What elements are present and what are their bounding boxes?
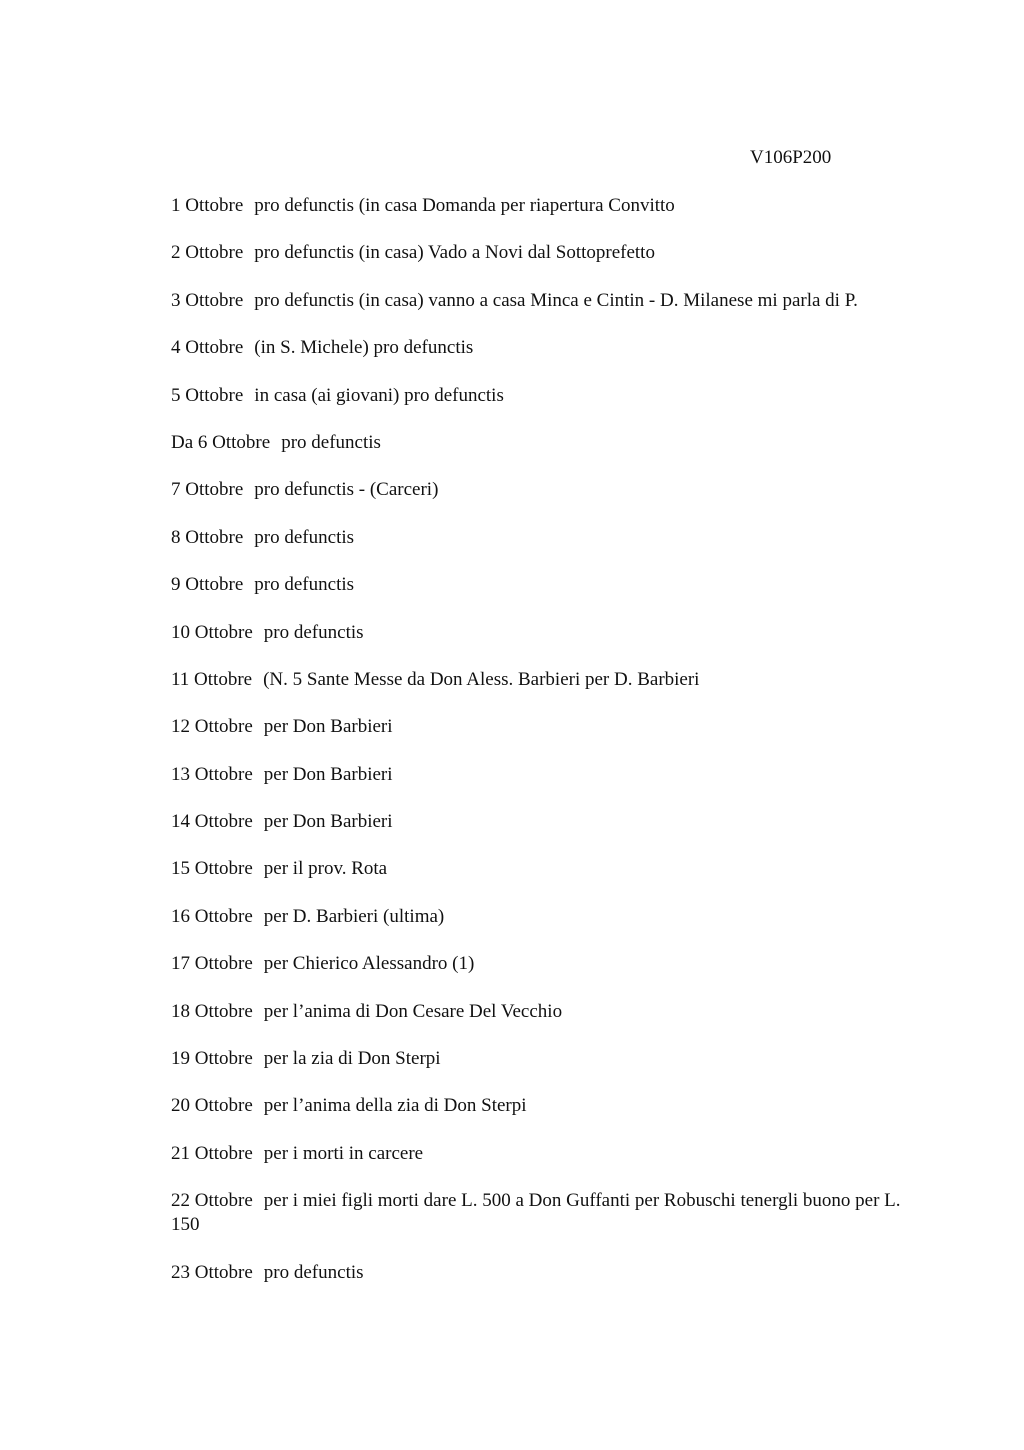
entry-text: pro defunctis - (Carceri) — [254, 479, 439, 501]
diary-entry — [171, 526, 931, 550]
entry-text: pro defunctis — [263, 621, 364, 643]
diary-entry — [171, 241, 931, 265]
entry-date: 21 Ottobre — [171, 1142, 253, 1164]
entry-date: 9 Ottobre — [171, 574, 244, 596]
entry-date: 12 Ottobre — [171, 716, 253, 738]
diary-entry — [171, 763, 931, 787]
diary-entry — [171, 1000, 931, 1024]
entry-text: per l’anima della zia di Don Sterpi — [263, 1095, 527, 1117]
diary-entry — [171, 1261, 931, 1285]
entry-date: 20 Ottobre — [171, 1095, 253, 1117]
entry-text: per Don Barbieri — [263, 811, 393, 833]
entry-date: 2 Ottobre — [171, 242, 244, 264]
entry-text: pro defunctis (in casa Domanda per riapertura Convitto — [254, 195, 675, 216]
entry-date: 19 Ottobre — [171, 1048, 253, 1070]
entry-date: 11 Ottobre — [171, 668, 253, 690]
entry-date: 10 Ottobre — [171, 621, 253, 643]
entry-date: 3 Ottobre — [171, 289, 244, 311]
entry-list — [171, 194, 931, 1308]
entry-text: pro defunctis — [254, 574, 355, 596]
entry-date: 13 Ottobre — [171, 763, 253, 785]
entry-text: (N. 5 Sante Messe da Don Aless. Barbieri per D. Barbieri — [263, 668, 700, 690]
diary-entry — [171, 905, 931, 929]
diary-entry — [171, 194, 931, 218]
entry-date: Da 6 Ottobre — [171, 431, 271, 453]
entry-date: 5 Ottobre — [171, 384, 244, 406]
diary-entry — [171, 1094, 931, 1118]
entry-text: per la zia di Don Sterpi — [263, 1048, 441, 1070]
entry-date: 22 Ottobre — [171, 1190, 253, 1212]
diary-entry — [171, 1047, 931, 1071]
entry-text: per il prov. Rota — [263, 858, 388, 880]
entry-date: 1 Ottobre — [171, 195, 244, 216]
entry-text: in casa (ai giovani) pro defunctis — [254, 384, 504, 406]
entry-text: (in S. Michele) pro defunctis — [254, 337, 474, 359]
entry-text: pro defunctis (in casa) vanno a casa Minca e Cintin - D. Milanese mi parla di P. — [254, 289, 858, 311]
entry-date: 14 Ottobre — [171, 811, 253, 833]
entry-date: 16 Ottobre — [171, 905, 253, 927]
entry-text: pro defunctis — [281, 431, 381, 453]
diary-entry — [171, 573, 931, 597]
entry-text: per l’anima di Don Cesare Del Vecchio — [263, 1000, 563, 1022]
diary-entry — [171, 810, 931, 834]
entry-text: pro defunctis — [263, 1261, 364, 1283]
entry-date: 23 Ottobre — [171, 1261, 253, 1283]
diary-entry — [171, 384, 931, 408]
entry-date: 7 Ottobre — [171, 479, 244, 501]
diary-entry — [171, 289, 931, 313]
entry-text: pro defunctis (in casa) Vado a Novi dal Sottoprefetto — [254, 242, 655, 264]
page-reference: V106P200 — [750, 147, 832, 168]
diary-entry — [171, 1189, 931, 1237]
entry-text: pro defunctis — [254, 526, 355, 548]
entry-text: per i miei figli morti dare L. 500 a Don Guffanti per Robuschi tenergli buono per L. 150 — [171, 1190, 901, 1236]
entry-text: per Chierico Alessandro (1) — [263, 953, 475, 975]
diary-entry — [171, 668, 931, 692]
entry-date: 18 Ottobre — [171, 1000, 253, 1022]
diary-entry — [171, 431, 931, 455]
entry-text: per D. Barbieri (ultima) — [263, 905, 445, 927]
entry-date: 15 Ottobre — [171, 858, 253, 880]
entry-date: 17 Ottobre — [171, 953, 253, 975]
entry-date: 8 Ottobre — [171, 526, 244, 548]
diary-entry — [171, 952, 931, 976]
diary-entry — [171, 478, 931, 502]
entry-text: per Don Barbieri — [263, 716, 393, 738]
diary-entry — [171, 715, 931, 739]
entry-date: 4 Ottobre — [171, 337, 244, 359]
diary-entry — [171, 857, 931, 881]
diary-entry — [171, 621, 931, 645]
entry-text: per i morti in carcere — [263, 1142, 424, 1164]
diary-entry — [171, 1142, 931, 1166]
diary-entry — [171, 336, 931, 360]
entry-text: per Don Barbieri — [263, 763, 393, 785]
